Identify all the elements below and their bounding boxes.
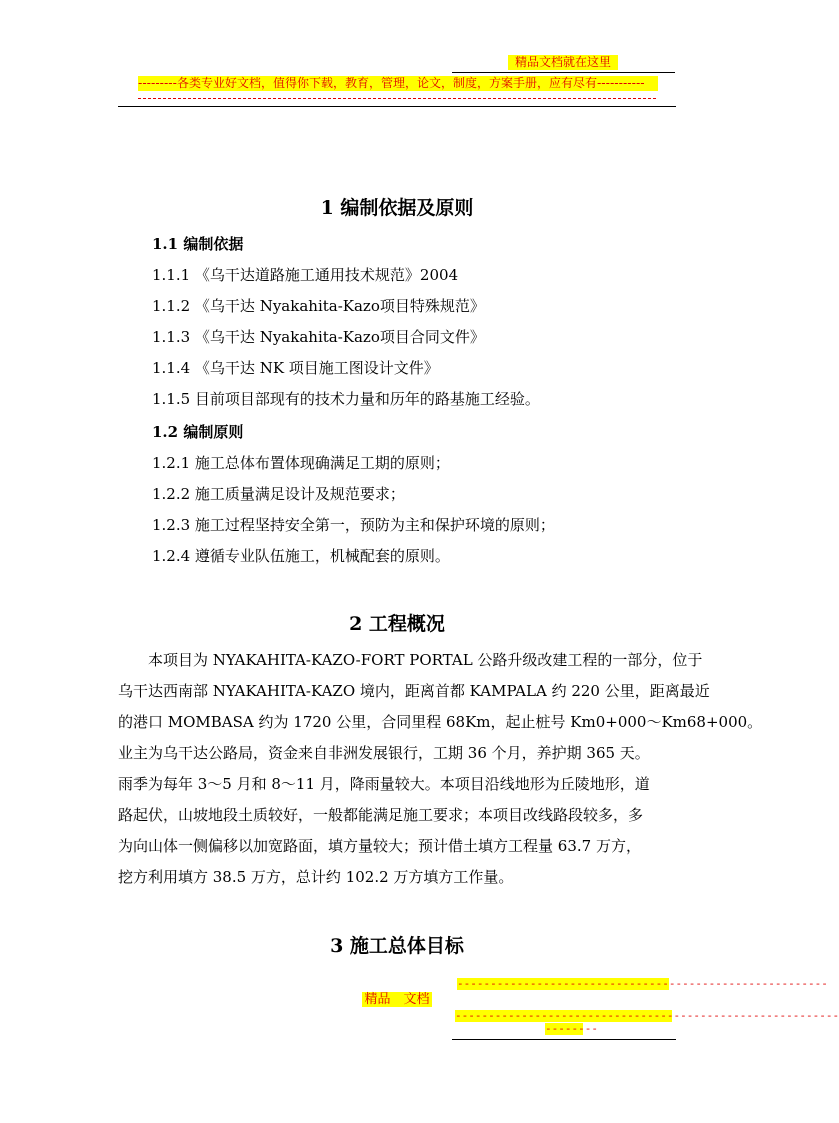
basis-item-3: 1.1.3 《乌干达 Nyakahita-Kazo项目合同文件》 [152,328,485,346]
header-rule [118,106,676,107]
section-2-title: 2 工程概况 [349,613,445,635]
principle-item-2: 1.2.2 施工质量满足设计及规范要求； [152,485,405,503]
header-top-line [452,72,675,73]
overview-line: 的港口 MOMBASA 约为 1720 公里，合同里程 68Km，起止桩号 Km0+000～Km68+000。 [118,713,763,731]
overview-line: 乌干达西南部 NYAKAHITA-KAZO 境内，距离首都 KAMPALA 约 220 公里，距离最近 [118,682,710,700]
overview-line: 本项目为 NYAKAHITA-KAZO-FORT PORTAL 公路升级改建工程的一部分，位于 [118,651,703,669]
footer-rule [452,1039,676,1040]
overview-line: 挖方利用填方 38.5 万方，总计约 102.2 万方填方工作量。 [118,868,514,886]
subsection-1-1-title: 1.1 编制依据 [152,235,244,253]
header-title: 精品文档就在这里 [508,55,618,70]
basis-item-1: 1.1.1 《乌干达道路施工通用技术规范》2004 [152,266,459,284]
footer-dash-line-2: ---------------------------------------------------------- [455,1009,839,1022]
basis-item-4: 1.1.4 《乌干达 NK 项目施工图设计文件》 [152,359,439,377]
header-banner: ---------各类专业好文档，值得你下载，教育，管理，论文，制度，方案手册，应有尽有----------- [138,76,658,91]
principle-item-3: 1.2.3 施工过程坚持安全第一，预防为主和保护环境的原则； [152,516,555,534]
basis-item-2: 1.1.2 《乌干达 Nyakahita-Kazo项目特殊规范》 [152,297,485,315]
principle-item-1: 1.2.1 施工总体布置体现确满足工期的原则； [152,454,450,472]
footer-label: 精品 文档 [364,992,430,1007]
overview-line: 业主为乌干达公路局，资金来自非洲发展银行，工期 36 个月，养护期 365 天。 [118,744,650,762]
footer-text [0,992,794,1008]
subsection-1-2-title: 1.2 编制原则 [152,423,244,441]
overview-paragraph [118,645,763,893]
principle-item-4: 1.2.4 遵循专业队伍施工，机械配套的原则。 [152,547,450,565]
overview-line: 路起伏，山坡地段土质较好，一般都能满足施工要求；本项目改线路段较多，多 [118,806,644,824]
overview-line: 雨季为每年 3～5 月和 8～11 月，降雨量较大。本项目沿线地形为丘陵地形，道 [118,775,650,793]
footer-dash-line-1: -------------------------------------------------------- [457,977,828,990]
section-1-title: 1 编制依据及原则 [320,197,474,219]
section-3-title: 3 施工总体目标 [330,935,464,957]
footer-dash-line-3: -------- [545,1022,598,1035]
overview-line: 为向山体一侧偏移以加宽路面，填方量较大；预计借土填方工程量 63.7 万方， [118,837,641,855]
header-dashed-line [138,91,656,99]
basis-item-5: 1.1.5 目前项目部现有的技术力量和历年的路基施工经验。 [152,390,540,408]
